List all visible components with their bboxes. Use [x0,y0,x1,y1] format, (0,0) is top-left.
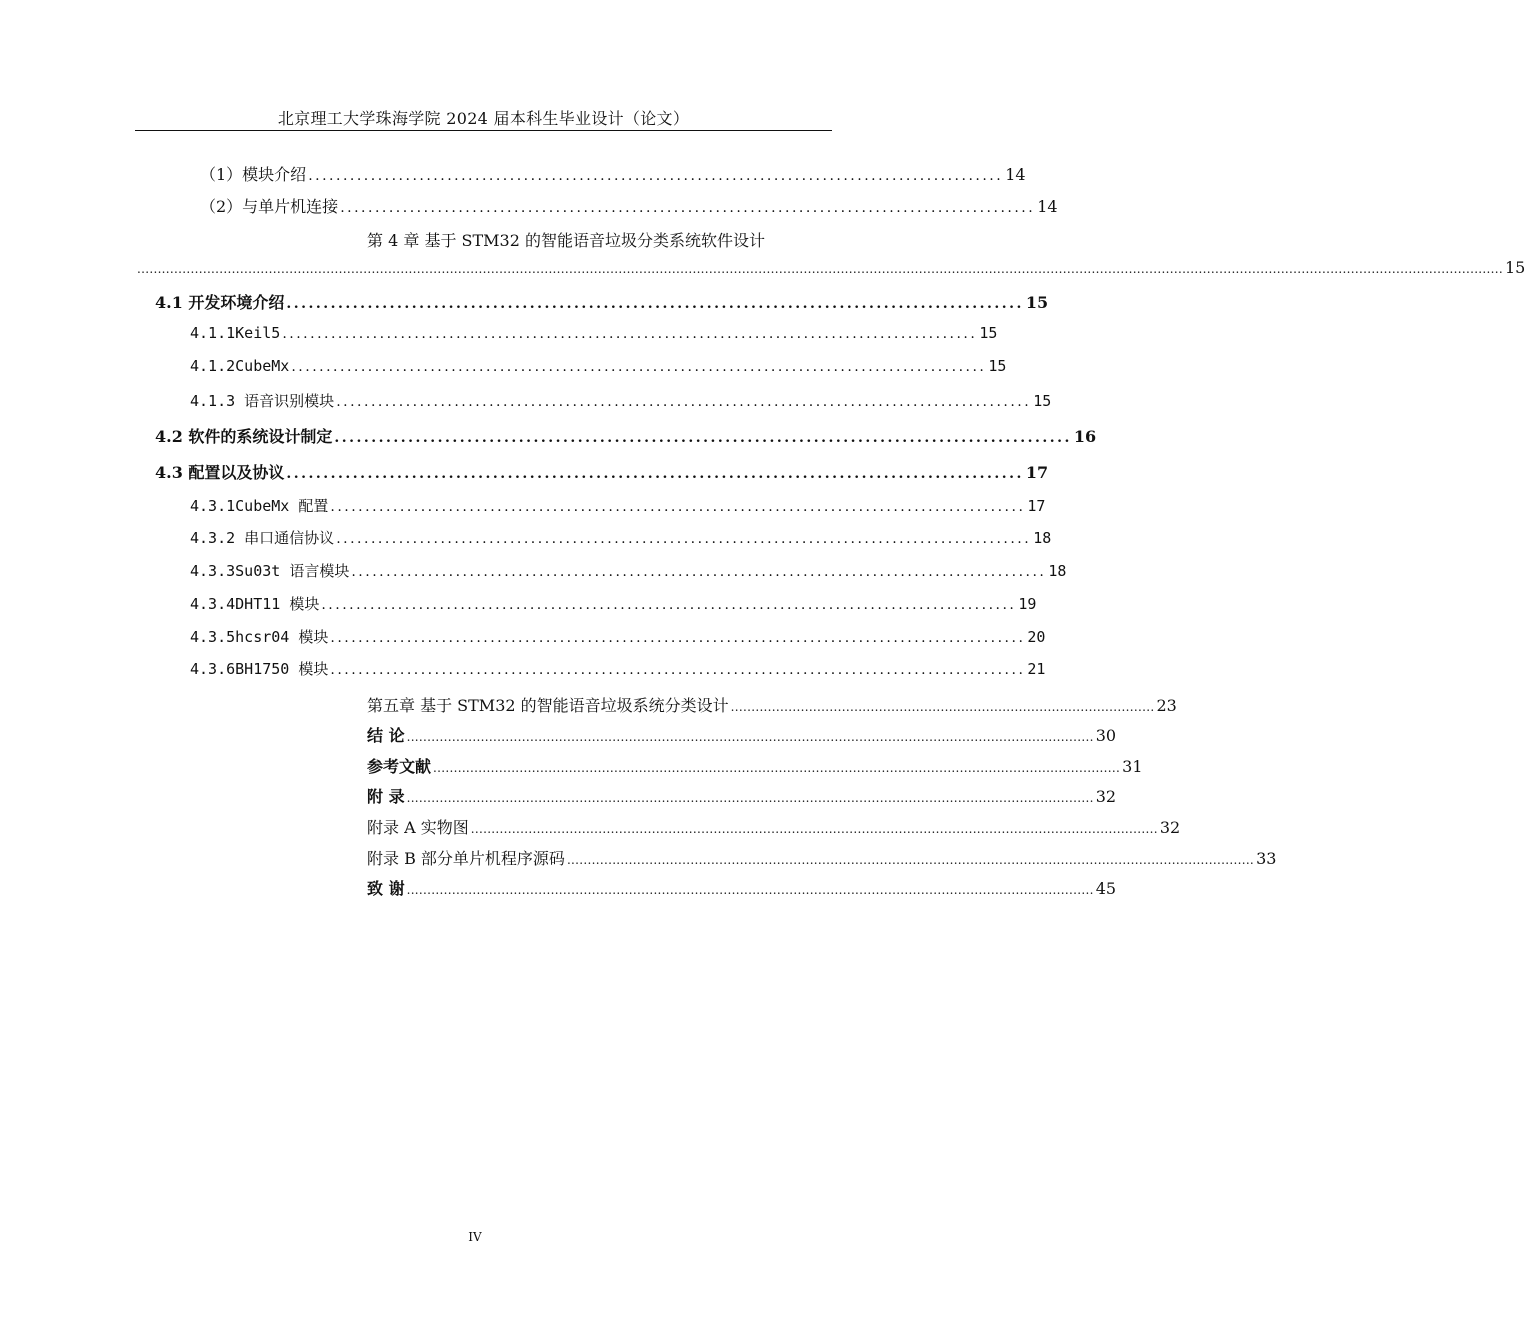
toc-entry-label: 4.3.4DHT11 模块 [190,595,320,613]
toc-leader: .................................................................................................... [308,168,1004,184]
toc-entry-label: （2）与单片机连接 [200,197,339,216]
toc-entry-label: 4.2 软件的系统设计制定 [155,427,333,446]
toc-entry-page: 15 [988,357,1007,375]
header-divider [135,130,832,131]
page-number: IV [468,1230,482,1244]
toc-appendix-a[interactable] [367,815,1181,838]
toc-entry-label: 附录 B 部分单片机程序源码 [367,849,565,868]
toc-leader: .................................................................................................... [286,466,1024,482]
toc-leader: .................................................................................................... [336,394,1032,410]
toc-entry-page: 20 [1027,628,1046,646]
toc-conclusion[interactable] [367,723,1117,746]
toc-entry-page: 32 [1095,787,1117,806]
toc-chapter-4-title[interactable]: 第 4 章 基于 STM32 的智能语音垃圾分类系统软件设计 [367,231,765,250]
toc-entry-label: 4.3.6BH1750 模块 [190,660,329,678]
toc-entry-label: 4.1.3 语音识别模块 [190,392,335,410]
toc-entry-page: 15 [1505,258,1525,277]
toc-entry[interactable] [200,162,1026,185]
toc-entry-label: 4.3.5hcsr04 模块 [190,628,329,646]
toc-acknowledgements[interactable] [367,876,1117,899]
toc-entry-page: 15 [1033,392,1052,410]
toc-leader: .................................................................................................... [291,359,987,375]
toc-entry-page: 17 [1025,463,1049,482]
toc-leader: ....................................................................................................................................................................... [406,791,1094,805]
toc-subsection[interactable] [190,357,1007,375]
toc-entry-label: 附录 A 实物图 [367,818,469,837]
toc-leader: .................................................................................................... [330,499,1026,515]
toc-leader: .................................................................................................... [336,531,1032,547]
toc-entry-page: 45 [1095,879,1117,898]
toc-section-4-2[interactable] [155,424,1097,447]
toc-subsection[interactable] [190,560,1067,581]
toc-entry-page: 32 [1159,818,1181,837]
toc-entry-label: 4.1 开发环境介绍 [155,293,285,312]
toc-entry-page: 18 [1033,529,1052,547]
toc-leader: ............................................................................................................................................................................................................................................................................................................................................ [137,262,1503,276]
toc-entry-label: 参考文献 [367,757,432,776]
toc-entry-label: 4.3.1CubeMx 配置 [190,497,329,515]
toc-leader: .................................................................................................... [340,200,1036,216]
toc-leader: ....................................................................................................................................................................... [406,883,1094,897]
toc-subsection[interactable] [190,495,1046,516]
toc-entry-page: 21 [1027,660,1046,678]
toc-subsection[interactable] [190,527,1052,548]
toc-entry-page: 31 [1122,757,1143,776]
toc-entry-page: 23 [1156,696,1177,715]
toc-leader: .................................................................................................... [286,296,1024,312]
toc-subsection[interactable] [190,626,1046,647]
toc-leader: .................................................................................................... [351,564,1047,580]
toc-entry-page: 15 [979,324,998,342]
toc-chapter-4-leader-line[interactable] [135,258,1525,277]
toc-subsection[interactable] [190,658,1046,679]
toc-entry-page: 18 [1048,562,1067,580]
toc-leader: .................................................................................................... [321,597,1017,613]
toc-subsection[interactable] [190,593,1037,614]
toc-entry-page: 14 [1037,197,1058,216]
toc-entry-label: 第五章 基于 STM32 的智能语音垃圾系统分类设计 [367,696,729,715]
toc-leader: .................................................................................................... [330,662,1026,678]
toc-entry-page: 16 [1073,427,1097,446]
toc-leader: ....................................................................................................... [730,700,1155,714]
toc-entry-label: 结 论 [367,726,405,745]
toc-entry-label: 致 谢 [367,879,405,898]
toc-entry-page: 15 [1025,293,1049,312]
toc-chapter-5[interactable] [367,693,1177,716]
toc-entry-page: 30 [1095,726,1117,745]
toc-entry-label: 4.3.2 串口通信协议 [190,529,335,547]
toc-leader: .................................................................................................... [330,630,1026,646]
toc-subsection[interactable] [190,390,1052,411]
toc-section-4-3[interactable] [155,460,1049,483]
toc-leader: ....................................................................................................................................................................... [433,761,1121,775]
toc-entry-page: 19 [1018,595,1037,613]
toc-subsection[interactable] [190,324,998,342]
toc-section-4-1[interactable] [155,290,1049,313]
page-header: 北京理工大学珠海学院 2024 届本科生毕业设计（论文） [277,109,690,128]
toc-entry-page: 17 [1027,497,1046,515]
toc-appendix[interactable] [367,784,1117,807]
toc-entry-label: （1）模块介绍 [200,165,307,184]
toc-leader: .................................................................................................... [334,430,1072,446]
toc-references[interactable] [367,754,1143,777]
toc-entry-label: 4.3 配置以及协议 [155,463,285,482]
toc-leader: ....................................................................................................................................................................... [470,822,1158,836]
toc-leader: ....................................................................................................................................................................... [566,853,1255,867]
toc-entry-label: 4.1.1Keil5 [190,324,281,342]
toc-entry-label: 4.1.2CubeMx [190,357,290,375]
toc-entry-page: 14 [1005,165,1026,184]
toc-leader: ....................................................................................................................................................................... [406,730,1094,744]
toc-entry-label: 附 录 [367,787,405,806]
toc-leader: .................................................................................................... [282,326,978,342]
toc-entry[interactable] [200,194,1058,217]
toc-appendix-b[interactable] [367,846,1277,869]
toc-entry-label: 4.3.3Su03t 语言模块 [190,562,350,580]
toc-entry-page: 33 [1256,849,1277,868]
